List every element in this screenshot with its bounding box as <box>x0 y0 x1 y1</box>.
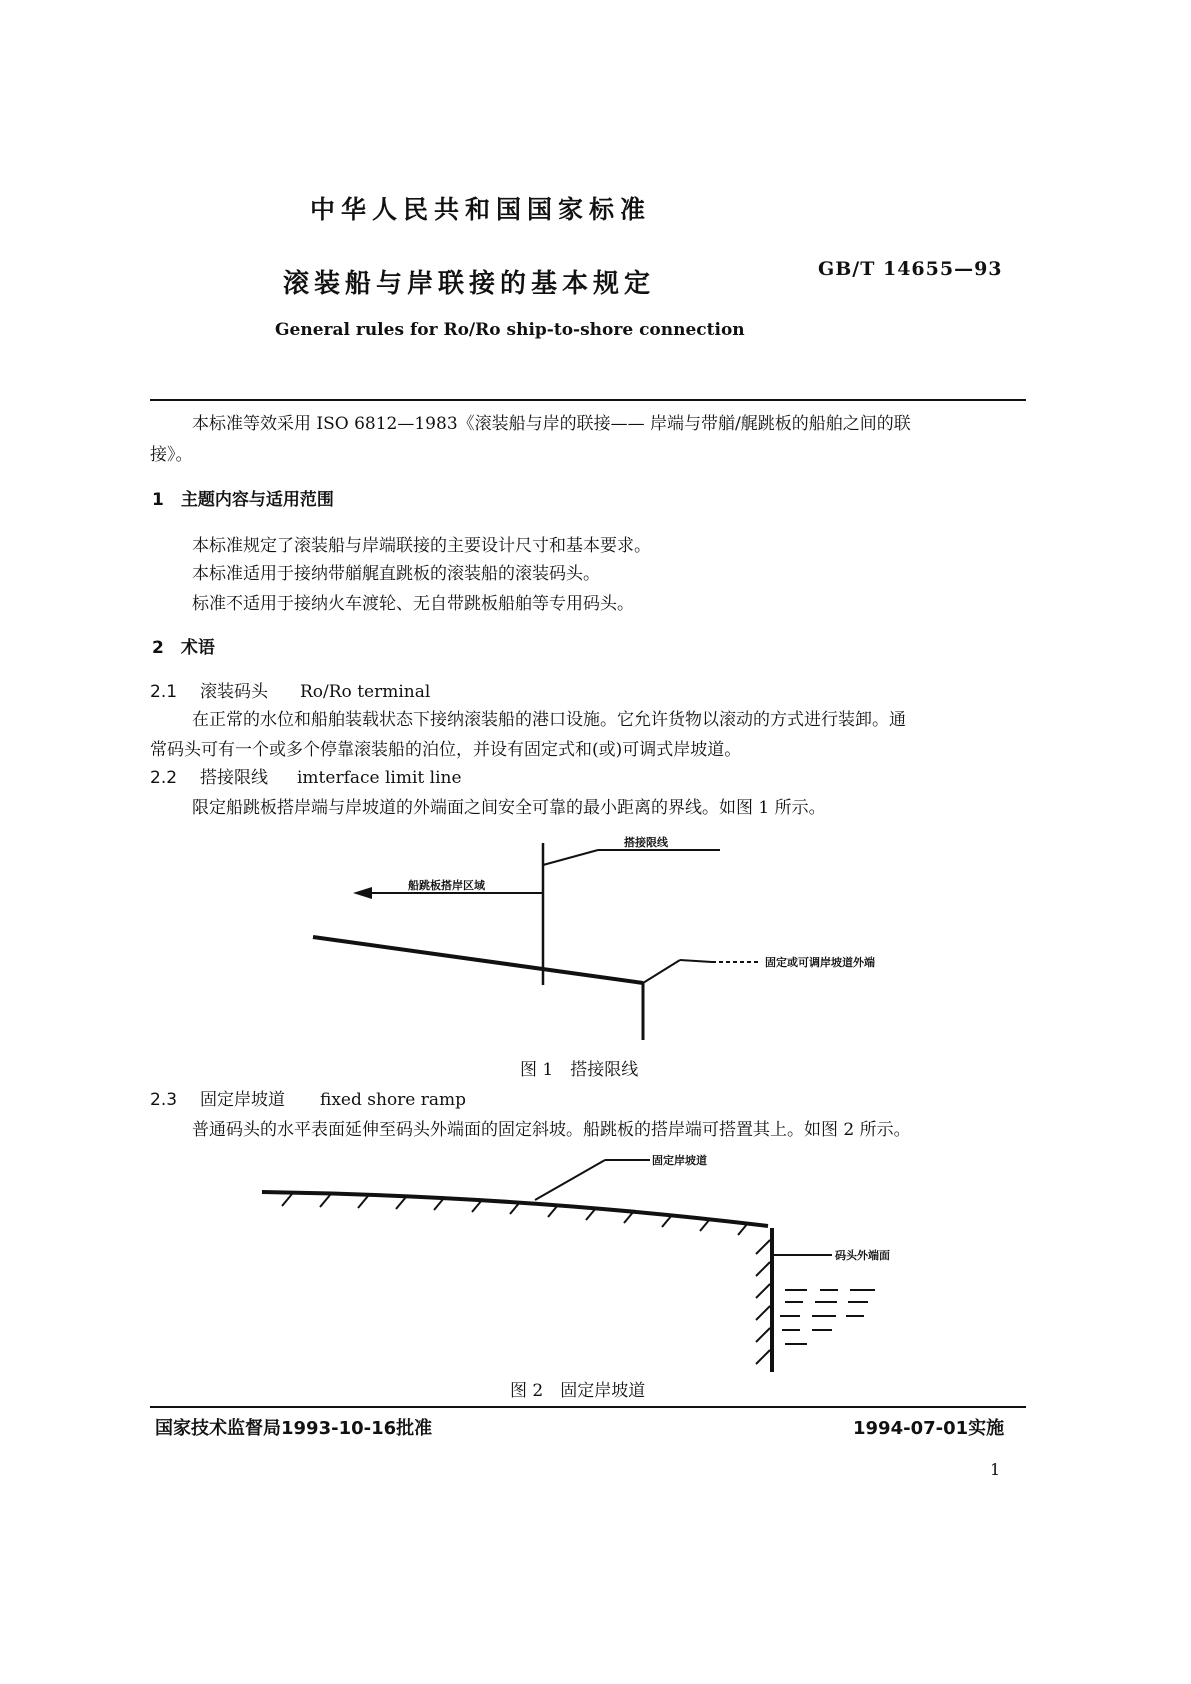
figure-2-label-fixed-ramp: 固定岸坡道 <box>652 1154 707 1167</box>
term-2-1-def-2: 常码头可有一个或多个停靠滚装船的泊位，并设有固定式和(或)可调式岸坡道。 <box>150 740 742 760</box>
section-2-heading: 2 术语 <box>152 638 215 658</box>
section-1-para-2: 本标准适用于接纳带艏艉直跳板的滚装船的滚装码头。 <box>192 564 600 584</box>
figure-2-caption: 图 2 固定岸坡道 <box>510 1381 646 1401</box>
figure-1-label-ramp-end: 固定或可调岸坡道外端 <box>765 956 875 969</box>
water-lines <box>780 1290 875 1344</box>
figure-1-label-ramp-zone: 船跳板搭岸区域 <box>408 879 485 892</box>
intro-line-1: 本标准等效采用 ISO 6812—1983《滚装船与岸的联接—— 岸端与带艏/艉跳板的船舶之间的联 <box>192 414 911 434</box>
section-1-para-3: 标准不适用于接纳火车渡轮、无自带跳板船舶等专用码头。 <box>192 594 634 614</box>
fixed-ramp-leader-1 <box>535 1160 605 1200</box>
term-2-1-name: 滚装码头 <box>200 682 268 702</box>
wharf-face-hatching <box>756 1240 770 1364</box>
section-1-heading: 1 主题内容与适用范围 <box>152 490 334 510</box>
fixed-shore-ramp-figure <box>262 1160 875 1372</box>
term-2-1-number: 2.1 <box>150 682 178 702</box>
term-2-2-name-en: imterface limit line <box>297 768 462 788</box>
document-title-english: General rules for Ro/Ro ship-to-shore connection <box>275 320 745 340</box>
term-2-2-name: 搭接限线 <box>200 768 268 788</box>
approval-date: 国家技术监督局1993-10-16批准 <box>155 1418 433 1439</box>
term-2-1-def-1: 在正常的水位和船舶装载状态下接纳滚装船的港口设施。它允许货物以滚动的方式进行装卸。通 <box>192 710 906 730</box>
section-1-para-1: 本标准规定了滚装船与岸端联接的主要设计尺寸和基本要求。 <box>192 536 651 556</box>
term-2-3-name: 固定岸坡道 <box>200 1090 285 1110</box>
national-standard-title: 中华人民共和国国家标准 <box>310 195 652 224</box>
document-title: 滚装船与岸联接的基本规定 <box>283 269 656 299</box>
footer-rule <box>150 1406 1026 1408</box>
figure-2-label-wharf-face: 码头外端面 <box>835 1249 890 1262</box>
term-2-2-number: 2.2 <box>150 768 178 788</box>
figure-1-label-limit-line: 搭接限线 <box>624 836 668 849</box>
term-2-3-number: 2.3 <box>150 1090 178 1110</box>
term-2-3-def-1: 普通码头的水平表面延伸至码头外端面的固定斜坡。船跳板的搭岸端可搭置其上。如图 2 所示。 <box>192 1120 911 1140</box>
page-number: 1 <box>990 1460 1001 1479</box>
term-2-1-name-en: Ro/Ro terminal <box>300 682 431 702</box>
term-2-3-name-en: fixed shore ramp <box>320 1090 467 1110</box>
figure-1-caption: 图 1 搭接限线 <box>520 1060 639 1080</box>
term-2-2-def-1: 限定船跳板搭岸端与岸坡道的外端面之间安全可靠的最小距离的界线。如图 1 所示。 <box>192 798 826 818</box>
intro-line-2: 接》。 <box>150 445 193 465</box>
effective-date: 1994-07-01实施 <box>853 1418 1005 1439</box>
standard-code: GB/T 14655—93 <box>818 258 1003 280</box>
